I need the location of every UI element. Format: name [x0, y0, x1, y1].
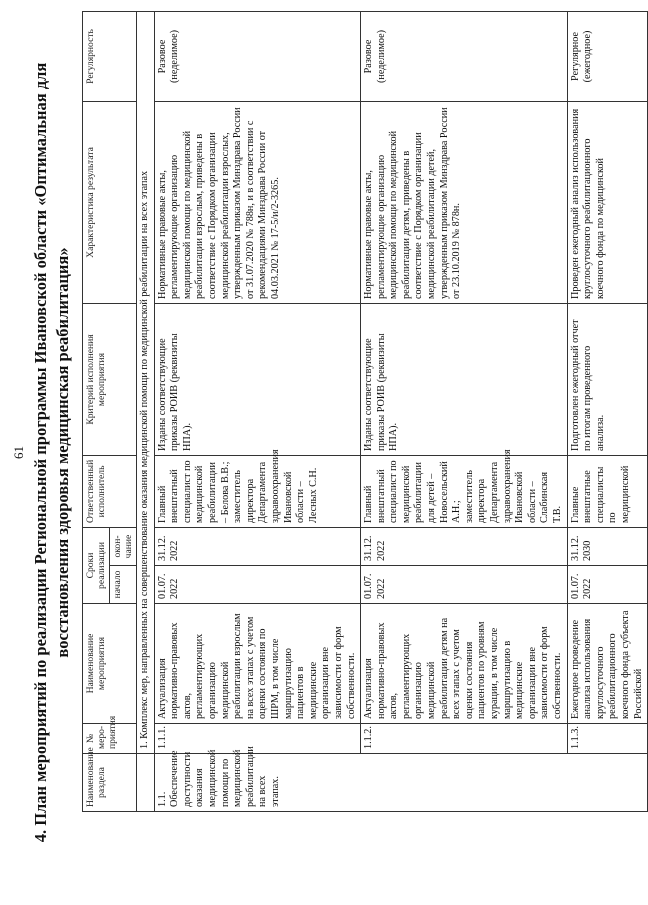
section-row-text: 1. Комплекс мер, направленных на совершенствование оказания медицинской помощи по медицинской реабилитации на всех этапах — [137, 11, 155, 753]
row-regularity: Регулярное (ежегодное) — [567, 11, 648, 101]
header-regularity: Регулярность — [83, 11, 137, 101]
row-regularity: Разовое (неделимое) — [154, 11, 361, 101]
row-num: 1.1.3. — [567, 724, 648, 754]
row-responsible: Главный внештатный специалист по медицинской реабилитации – Белова В.В.; заместитель директора Департамента здравоохранения Ивановской области – Лесных С.Н. — [154, 455, 361, 527]
row-start: 01.07. 2022 — [567, 566, 648, 604]
title-line-2: восстановления здоровья медицинская реабилитация» — [53, 247, 72, 658]
header-row-1 — [83, 11, 110, 811]
table-row — [361, 11, 568, 811]
row-start: 01.07. 2022 — [361, 566, 568, 604]
header-result: Характеристика результата — [83, 101, 137, 303]
header-num: № меро-приятия — [83, 724, 137, 754]
header-section: Наименование раздела — [83, 754, 137, 812]
row-responsible: Главный внештатный специалист по медицинской реабилитации для детей – Новосельский А.Н.; заместитель директора Департамента здравоохранения Ивановской области – Слабинская Т.В. — [361, 455, 568, 527]
row-name: Актуализация нормативно-правовых актов, регламентирующих организацию медицинской реабилитации детям на всех этапах с учетом оценки состояния пациентов по уровням курации, в том числе маршрутизацию в медицинские организации вне зависимости от форм собственности. — [361, 604, 568, 724]
header-name: Наименование мероприятия — [83, 604, 137, 724]
row-criterion: Изданы соответствующие приказы РОИВ (реквизиты НПА). — [361, 303, 568, 455]
row-criterion: Изданы соответствующие приказы РОИВ (реквизиты НПА). — [154, 303, 361, 455]
header-responsible: Ответственный исполнитель — [83, 455, 137, 527]
row-result: Проведен ежегодный анализ использования круглосуточного реабилитационного коечного фонда по медицинской — [567, 101, 648, 303]
row-name: Актуализация нормативно-правовых актов, регламентирующих организацию медицинской реабилитации взрослым на всех этапах с учетом оценки состояния по ШРМ, в том числе маршрутизацию пациентов в медицинские организации вне зависимости от форм собственности. — [154, 604, 361, 724]
row-start: 01.07. 2022 — [154, 566, 361, 604]
title-line-1: 4. План мероприятий по реализации Региональной программы Ивановской области «Оптимальная для — [31, 62, 50, 843]
section-row — [137, 11, 155, 811]
header-end: окон-чание — [110, 527, 137, 565]
row-num: 1.1.2. — [361, 724, 568, 754]
row-end: 31.12. 2022 — [154, 527, 361, 565]
header-start: начало — [110, 566, 137, 604]
row-result: Нормативные правовые акты, регламентирующие организацию медицинской помощи по медицинской реабилитации взрослым, приведены в соответствие с Порядком организации медицинской реабилитации взрослых, утвержденным приказом Минздрава России от 31.07.2020 № 788н, и в соответствии с рекомендациями Минздрава России от 04.03.2021 № 17-5/и/2-3265. — [154, 101, 361, 303]
header-criterion: Критерий исполнения мероприятия — [83, 303, 137, 455]
row-responsible: Главные внештатные специалисты по медицинской — [567, 455, 648, 527]
header-terms: Сроки реализации — [83, 527, 110, 603]
row-result: Нормативные правовые акты, регламентирующие организацию медицинской помощи по медицинской реабилитации детям, приведены в соответствие с Порядком организации медицинской реабилитации детей, утвержденным приказом Минздрава России от 23.10.2019 № 878н. — [361, 101, 568, 303]
plan-table — [82, 11, 648, 812]
page-number: 61 — [11, 446, 26, 459]
row-num: 1.1.1. — [154, 724, 361, 754]
table-row — [154, 11, 361, 811]
section-name-cell: 1.1. Обеспечение доступности оказания медицинской помощи по медицинской реабилитации на всех этапах. — [154, 754, 648, 812]
row-end: 31.12. 2022 — [361, 527, 568, 565]
document-title — [30, 60, 74, 845]
row-end: 31.12. 2030 — [567, 527, 648, 565]
row-name: Ежегодное проведение анализа использования круглосуточного реабилитационного коечного фонда субъекта Российской — [567, 604, 648, 724]
row-regularity: Разовое (неделимое) — [361, 11, 568, 101]
table-row — [567, 11, 648, 811]
row-criterion: Подготовлен ежегодный отчет по итогам проведенного анализа. — [567, 303, 648, 455]
